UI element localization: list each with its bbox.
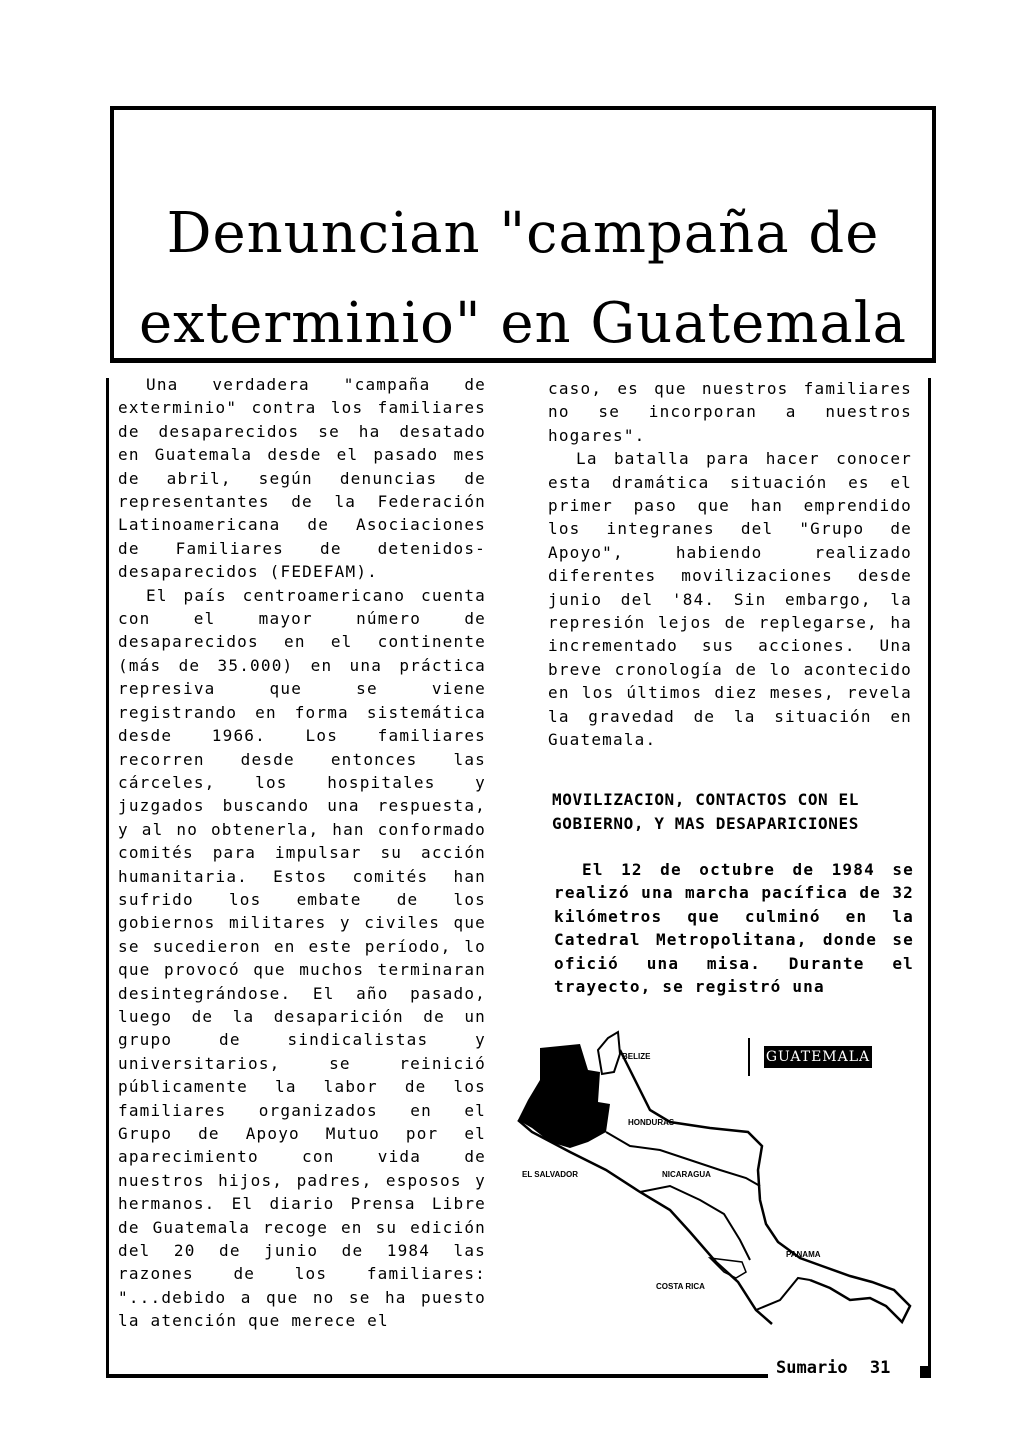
- border-lines: [606, 1132, 810, 1310]
- map-label-belize: BELIZE: [622, 1052, 651, 1061]
- publication-name: Sumario: [776, 1358, 848, 1378]
- section-body: [554, 858, 914, 998]
- footer: [776, 1358, 890, 1378]
- left-margin-rule: [106, 378, 109, 1378]
- headline-line-2: exterminio" en Guatemala: [138, 291, 908, 356]
- left-paragraph-1: Una verdadera "campaña de exterminio" contra los familiares de desaparecidos se ha desatado en Guatemala desde el pasado mes de abril, según denuncias de representantes de la Federación Latinoamericana de Asociaciones de Familiares de detenidos-desaparecidos (FEDEFAM).: [118, 375, 486, 582]
- section-heading: MOVILIZACION, CONTACTOS CON EL GOBIERNO, Y MAS DESAPARICIONES: [552, 790, 859, 833]
- map-label-panama: PANAMA: [786, 1250, 821, 1259]
- belize-shape: [598, 1032, 620, 1074]
- right-margin-rule: [928, 378, 931, 1378]
- coastline-pacific: [518, 1120, 772, 1324]
- right-paragraph-2: La batalla para hacer conocer esta dramática situación es el primer paso que han emprendido los integranes del "Grupo de Apoyo", habiendo realizado diferentes movilizaciones desde junio del '84. Sin embargo, la represión lejos de replegarse, ha incrementado sus acciones. Una breve cronología de lo acontecido en los últimos diez meses, revela la gravedad de la situación en Guatemala.: [548, 449, 912, 750]
- left-paragraph-2: El país centroamericano cuenta con el mayor número de desaparecidos en el continente (más de 35.000) en una práctica represiva que se viene registrando en forma sistemática desde 1966. Los familiares recorren desde entonces las cárceles, los hospitales y juzgados buscando una respuesta, y al no obtenerla, han conformado comités para impulsar su acción humanitaria. Estos comités han sufrido los embate de los gobiernos militares y civiles que se sucedieron en este período, lo que provocó que muchos terminaran desintegrándose. El año pasado, luego de la desaparición de un grupo de sindicalistas y universitarios, se reinició públicamente la labor de los familiares organizados en el Grupo de Apoyo Mutuo por el aparecimiento con vida de nuestros hijos, padres, esposos y hermanos. El diario Prensa Libre de Guatemala recoge en su edición del 20 de junio de 1984 las razones de los familiares: "...debido a que no se ha puesto la atención que merece el: [118, 585, 486, 1331]
- map-label-honduras: HONDURAS: [628, 1118, 675, 1127]
- right-column-top: [548, 377, 912, 752]
- footer-rule: [108, 1374, 768, 1378]
- section-paragraph: El 12 de octubre de 1984 se realizó una marcha pacífica de 32 kilómetros que culminó en la Catedral Metropolitana, donde se ofició una misa. Durante el trayecto, se registró una: [554, 860, 914, 997]
- map-label-nicaragua: NICARAGUA: [662, 1170, 711, 1179]
- right-paragraph-1: caso, es que nuestros familiares no se incorporan a nuestros hogares".: [548, 379, 912, 445]
- footer-end-mark: [920, 1366, 930, 1378]
- map-title: GUATEMALA: [764, 1046, 872, 1068]
- map-label-el-salvador: EL SALVADOR: [522, 1170, 579, 1179]
- map-title-bar: [748, 1038, 750, 1076]
- map-label-costa-rica: COSTA RICA: [656, 1282, 705, 1291]
- left-column: [118, 373, 486, 1333]
- title-box: [110, 106, 936, 363]
- page-number: 31: [869, 1358, 891, 1378]
- headline-line-1: Denuncian "campaña de: [166, 201, 880, 266]
